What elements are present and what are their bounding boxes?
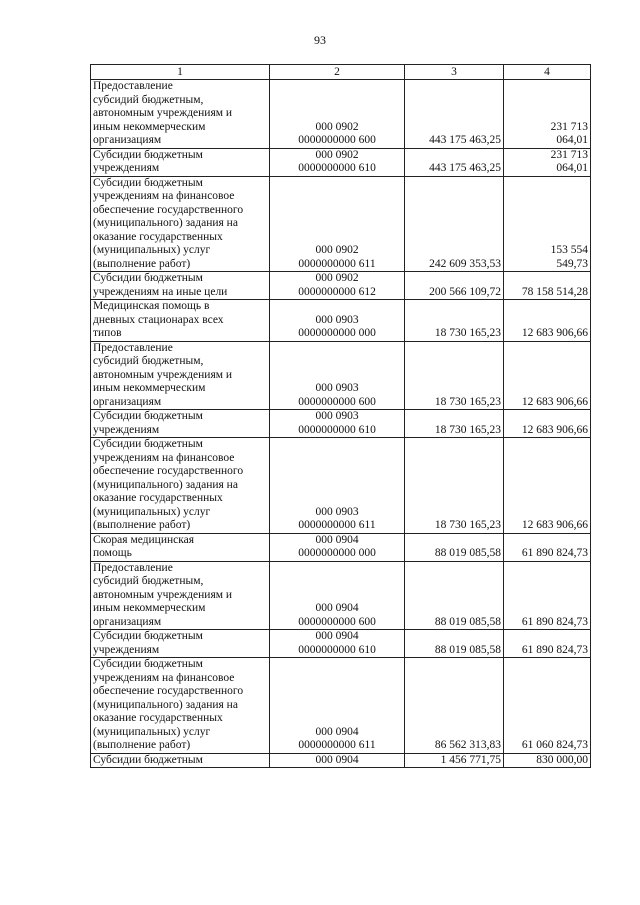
table-header	[91, 65, 591, 80]
row-amount-col4: 12 683 906,66	[504, 341, 591, 410]
row-amount-col4: 12 683 906,66	[504, 410, 591, 438]
row-code: 000 0903 0000000000 610	[270, 410, 405, 438]
row-amount-col3: 200 566 109,72	[405, 272, 504, 300]
table-row	[91, 272, 591, 300]
header-row	[91, 65, 591, 80]
row-name: Субсидии бюджетным учреждениям	[91, 630, 270, 658]
row-amount-col4: 231 713 064,01	[504, 148, 591, 176]
row-amount-col3: 18 730 165,23	[405, 341, 504, 410]
row-code: 000 0903 0000000000 600	[270, 341, 405, 410]
row-amount-col4: 61 890 824,73	[504, 630, 591, 658]
column-header-4: 4	[504, 65, 591, 80]
table-row	[91, 300, 591, 342]
row-code: 000 0904 0000000000 610	[270, 630, 405, 658]
row-amount-col3: 242 609 353,53	[405, 176, 504, 272]
row-amount-col3: 88 019 085,58	[405, 533, 504, 561]
table-row	[91, 533, 591, 561]
row-amount-col3: 88 019 085,58	[405, 561, 504, 630]
row-name: Предоставление субсидий бюджетным, автономным учреждениям и иным некоммерческим организациям	[91, 341, 270, 410]
row-amount-col3: 18 730 165,23	[405, 438, 504, 534]
row-amount-col3: 443 175 463,25	[405, 80, 504, 149]
row-amount-col3: 1 456 771,75	[405, 753, 504, 768]
table-row	[91, 410, 591, 438]
row-amount-col3: 86 562 313,83	[405, 658, 504, 754]
row-amount-col4: 231 713 064,01	[504, 80, 591, 149]
row-code: 000 0904 0000000000 600	[270, 561, 405, 630]
row-code: 000 0903 0000000000 000	[270, 300, 405, 342]
table-row	[91, 753, 591, 768]
column-header-1: 1	[91, 65, 270, 80]
table-row	[91, 561, 591, 630]
table-row	[91, 80, 591, 149]
row-name: Предоставление субсидий бюджетным, автономным учреждениям и иным некоммерческим организациям	[91, 561, 270, 630]
row-code: 000 0902 0000000000 611	[270, 176, 405, 272]
row-code: 000 0904	[270, 753, 405, 768]
row-amount-col4: 830 000,00	[504, 753, 591, 768]
row-amount-col4: 61 890 824,73	[504, 561, 591, 630]
row-amount-col3: 18 730 165,23	[405, 410, 504, 438]
table-row	[91, 148, 591, 176]
column-header-3: 3	[405, 65, 504, 80]
row-code: 000 0904 0000000000 000	[270, 533, 405, 561]
row-code: 000 0902 0000000000 600	[270, 80, 405, 149]
row-name: Медицинская помощь в дневных стационарах всех типов	[91, 300, 270, 342]
row-code: 000 0903 0000000000 611	[270, 438, 405, 534]
budget-table	[90, 64, 591, 768]
row-code: 000 0904 0000000000 611	[270, 658, 405, 754]
page-number: 93	[314, 33, 326, 47]
row-name: Субсидии бюджетным	[91, 753, 270, 768]
row-name: Субсидии бюджетным учреждениям на финансовое обеспечение государственного (муниципального) задания на оказание государственных (муниципальных) услуг (выполнение работ)	[91, 176, 270, 272]
table-body	[91, 80, 591, 768]
table-row	[91, 658, 591, 754]
row-amount-col4: 78 158 514,28	[504, 272, 591, 300]
row-name: Субсидии бюджетным учреждениям	[91, 410, 270, 438]
row-amount-col4: 12 683 906,66	[504, 300, 591, 342]
row-amount-col3: 88 019 085,58	[405, 630, 504, 658]
table-row	[91, 176, 591, 272]
row-name: Субсидии бюджетным учреждениям на финансовое обеспечение государственного (муниципального) задания на оказание государственных (муниципальных) услуг (выполнение работ)	[91, 658, 270, 754]
row-amount-col4: 61 890 824,73	[504, 533, 591, 561]
row-code: 000 0902 0000000000 610	[270, 148, 405, 176]
row-name: Предоставление субсидий бюджетным, автономным учреждениям и иным некоммерческим организациям	[91, 80, 270, 149]
table-row	[91, 438, 591, 534]
column-header-2: 2	[270, 65, 405, 80]
table-row	[91, 341, 591, 410]
row-amount-col3: 18 730 165,23	[405, 300, 504, 342]
table-row	[91, 630, 591, 658]
row-name: Скорая медицинская помощь	[91, 533, 270, 561]
row-amount-col4: 12 683 906,66	[504, 438, 591, 534]
row-amount-col4: 153 554 549,73	[504, 176, 591, 272]
row-name: Субсидии бюджетным учреждениям на иные цели	[91, 272, 270, 300]
row-code: 000 0902 0000000000 612	[270, 272, 405, 300]
row-amount-col3: 443 175 463,25	[405, 148, 504, 176]
row-name: Субсидии бюджетным учреждениям	[91, 148, 270, 176]
row-name: Субсидии бюджетным учреждениям на финансовое обеспечение государственного (муниципального) задания на оказание государственных (муниципальных) услуг (выполнение работ)	[91, 438, 270, 534]
row-amount-col4: 61 060 824,73	[504, 658, 591, 754]
